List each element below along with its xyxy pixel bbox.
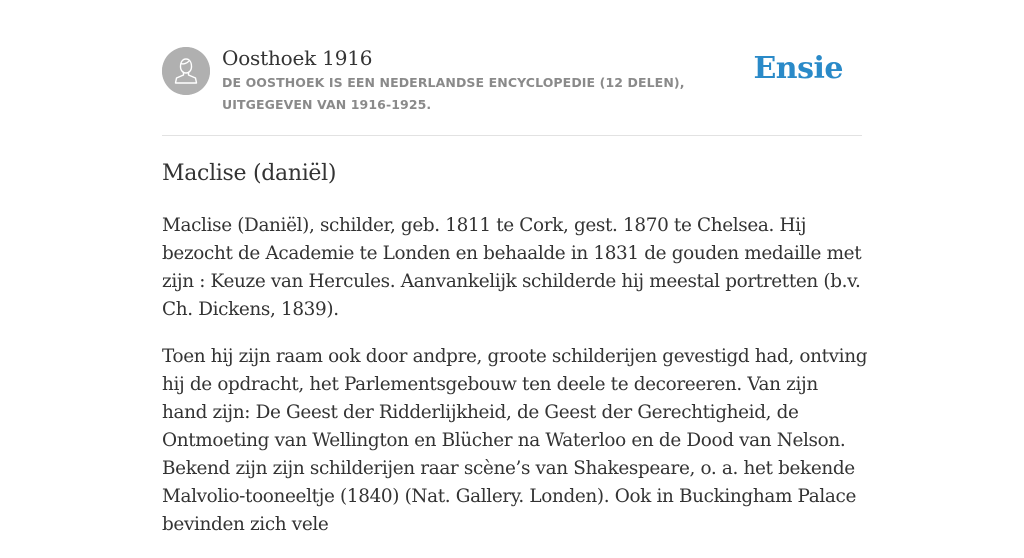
header-divider [162,135,862,136]
source-description: DE OOSTHOEK IS EEN NEDERLANDSE ENCYCLOPEDIE (12 DELEN), UITGEGEVEN VAN 1916-1925. [222,75,685,112]
user-avatar-icon[interactable] [162,47,210,95]
entry-paragraph: Toen hij zijn raam ook door andpre, groote schilderijen gevestigd had, ontving hij de opdracht, het Parlementsgebouw ten deele te decoreeren. Van zijn hand zijn: De Geest der Ridderlijkheid, de Geest der Gerechtigheid, de Ontmoeting van Wellington en Blücher na Waterloo en de Dood van Nelson. Bekend zijn zijn schilderijen raar scène’s van Shakespeare, o. a. het bekende Malvolio-tooneeltje (1840) (Nat. Gallery. Londen). Ook in Buckingham Palace bevinden zich vele [162,346,868,535]
entry-paragraph: Maclise (Daniël), schilder, geb. 1811 te Cork, gest. 1870 te Chelsea. Hij bezocht de Academie te Londen en behaalde in 1831 de gouden medaille met zijn : Keuze van Hercules. Aanvankelijk schilderde hij meestal portretten (b.v. Ch. Dickens, 1839). [162,215,862,320]
entry-body [162,212,868,558]
ensie-logo[interactable]: Ensie [753,51,843,86]
source-title[interactable]: Oosthoek 1916 [222,46,373,70]
source-header [162,45,862,135]
entry-title: Maclise (daniël) [162,161,337,186]
